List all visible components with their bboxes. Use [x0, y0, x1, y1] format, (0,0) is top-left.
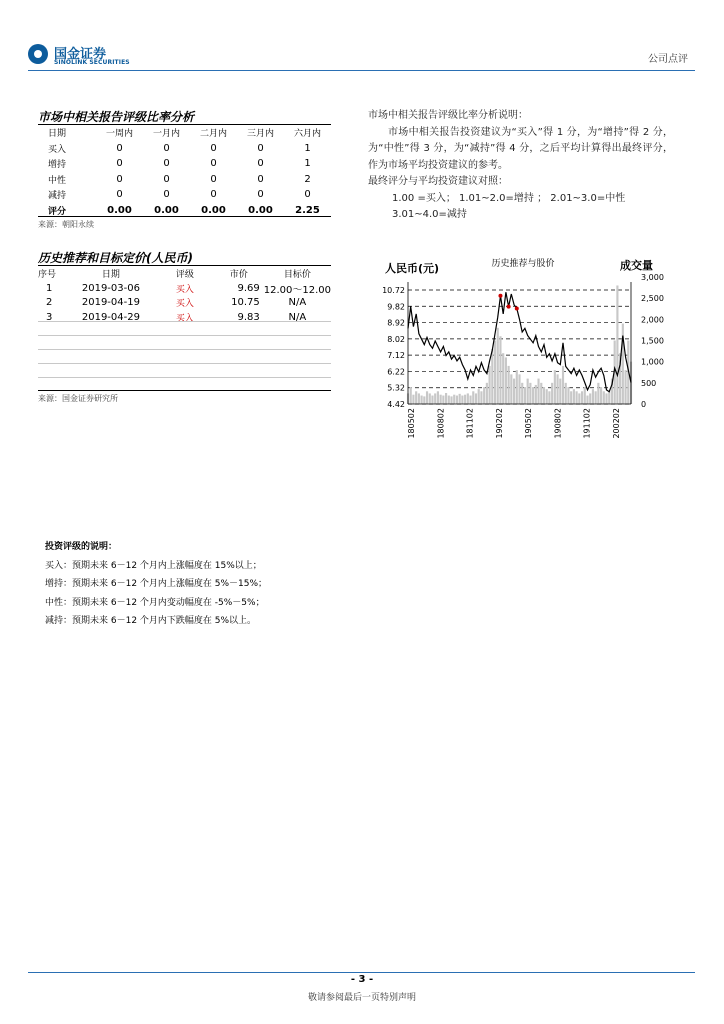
left-tick-label: 7.12 [387, 351, 405, 361]
table-cell: 0 [163, 142, 170, 154]
table-row [38, 281, 331, 296]
volume-bar [478, 389, 480, 404]
volume-bar [592, 389, 594, 404]
left-tick-label: 9.82 [387, 302, 405, 312]
volume-bar [429, 393, 431, 404]
table-row [38, 172, 331, 188]
brand-name-en: SINOLINK SECURITIES [54, 59, 130, 66]
volume-bar [546, 389, 548, 404]
row-label: 买入 [48, 144, 67, 155]
col-header: 六月内 [293, 129, 321, 140]
table-cell: 1 [46, 282, 53, 294]
volume-bar [603, 391, 605, 404]
table-cell: 2019-04-29 [81, 311, 140, 323]
table-row [38, 296, 331, 311]
x-tick-label: 180502 [407, 408, 416, 439]
table-line [38, 363, 331, 364]
volume-bar [513, 379, 515, 404]
volume-bar [431, 396, 433, 404]
table-cell: 0.00 [201, 204, 226, 216]
buy-marker [515, 306, 519, 310]
volume-bar [448, 396, 450, 404]
volume-bar [600, 387, 602, 404]
page-number: - 3 - [350, 974, 374, 985]
volume-bar [532, 387, 534, 404]
volume-bar [434, 393, 436, 404]
history-section-title: 历史推荐和目标定价(人民币) [38, 251, 193, 265]
volume-bar [412, 395, 414, 404]
table-cell: 0 [163, 173, 170, 185]
right-tick-label: 2,500 [641, 294, 664, 304]
buy-marker [498, 294, 502, 298]
chart-title: 历史推荐与股价 [491, 259, 555, 269]
rating-header-row [38, 125, 331, 141]
table-line [38, 349, 331, 350]
row-label: 减持 [48, 191, 67, 202]
table-cell: 2 [304, 173, 311, 185]
volume-bar [516, 370, 518, 404]
rating-note [368, 108, 673, 224]
volume-bar [486, 383, 488, 404]
table-line [38, 321, 331, 322]
mapping-title: 最终评分与平均投资建议对照： [368, 176, 508, 187]
volume-bar [573, 389, 575, 404]
volume-bar [567, 387, 569, 404]
table-cell: 2.25 [295, 204, 320, 216]
volume-bar [497, 328, 499, 404]
footer-divider [28, 972, 695, 973]
left-tick-label: 5.32 [387, 383, 405, 393]
table-cell: 0 [210, 158, 217, 170]
table-cell: 0 [257, 158, 264, 170]
table-cell: 1 [304, 158, 311, 170]
table-cell: 3 [46, 311, 53, 323]
volume-bar [415, 391, 417, 404]
mapping-line: 3.01~4.0=减持 [392, 209, 467, 220]
table-cell: 0 [163, 158, 170, 170]
table-cell: N/A [288, 311, 307, 323]
table-cell: 0 [116, 158, 123, 170]
right-tick-label: 0 [641, 400, 647, 409]
volume-bar [450, 396, 452, 404]
volume-bar [489, 366, 491, 404]
legend-item: 减持：预期未来 6－12 个月内下跌幅度在 5%以上。 [45, 616, 257, 626]
volume-bar [440, 395, 442, 404]
x-tick-label: 190802 [553, 408, 563, 439]
volume-bar [554, 370, 556, 404]
left-tick-label: 8.92 [387, 318, 405, 328]
legend-title: 投资评级的说明： [45, 542, 118, 552]
volume-bar [624, 370, 626, 404]
volume-bar [540, 383, 542, 404]
volume-bar [529, 383, 531, 404]
left-tick-label: 4.42 [387, 400, 405, 409]
volume-bar [605, 393, 607, 404]
header-divider [28, 70, 695, 71]
table-cell: 0 [304, 189, 311, 201]
table-cell: 0 [257, 189, 264, 201]
table-cell: 0 [210, 142, 217, 154]
left-tick-label: 8.02 [387, 334, 405, 344]
table-cell: 0.00 [248, 204, 273, 216]
legend-item: 买入：预期未来 6－12 个月内上涨幅度在 15%以上； [45, 560, 262, 571]
volume-bar [608, 391, 610, 404]
volume-bar [570, 391, 572, 404]
volume-bar [581, 391, 583, 404]
left-tick-label: 10.72 [382, 286, 405, 295]
x-tick-label: 181102 [465, 408, 475, 439]
table-cell: 买入 [175, 284, 194, 295]
table-row [38, 141, 331, 157]
legend-item: 中性：预期未来 6－12 个月内变动幅度在 -5%－5%； [45, 597, 265, 608]
table-line [38, 377, 331, 378]
disclaimer-note: 敬请参阅最后一页特别声明 [307, 993, 416, 1003]
table-cell: 0 [210, 189, 217, 201]
x-tick-label: 190502 [524, 408, 534, 439]
brand-name: 国金证券 [54, 47, 107, 62]
volume-bar [562, 366, 564, 404]
table-cell: 2019-03-06 [81, 282, 140, 294]
table-cell: 0.00 [107, 204, 132, 216]
right-tick-label: 500 [641, 378, 657, 388]
volume-bar [469, 396, 471, 404]
volume-bar [453, 395, 455, 404]
table-cell: N/A [288, 297, 307, 309]
volume-bar [418, 393, 420, 404]
volume-bar [505, 357, 507, 404]
volume-bar [578, 393, 580, 404]
col-header: 一周内 [105, 129, 133, 140]
volume-bar [410, 387, 412, 404]
volume-bar [595, 391, 597, 404]
table-row [38, 156, 331, 172]
table-cell: 0.00 [154, 204, 179, 216]
volume-bar [521, 383, 523, 404]
volume-bar [535, 385, 537, 404]
col-header: 日期 [48, 129, 67, 140]
legend-item: 增持：预期未来 6－12 个月内上涨幅度在 5%－15%； [45, 579, 268, 589]
table-cell: 0 [116, 142, 123, 154]
right-tick-label: 1,500 [641, 336, 664, 346]
volume-bar [480, 391, 482, 404]
volume-bar [597, 383, 599, 404]
table-cell: 12.00～12.00 [263, 284, 331, 296]
volume-bar [491, 349, 493, 404]
table-cell: 0 [116, 189, 123, 201]
volume-bar [518, 374, 520, 404]
rating-bottom-rule [38, 216, 331, 217]
volume-bar [494, 341, 496, 405]
table-cell: 10.75 [231, 297, 260, 309]
volume-bar [456, 396, 458, 404]
rating-note-title: 市场中相关报告评级比率分析说明： [368, 110, 528, 121]
volume-bar [445, 393, 447, 404]
col-header: 二月内 [199, 129, 227, 140]
volume-bar [616, 285, 618, 404]
row-label: 增持 [48, 160, 67, 171]
history-header-row [38, 266, 331, 281]
table-row [38, 310, 331, 325]
col-header: 三月内 [246, 129, 274, 140]
volume-bar [467, 393, 469, 404]
volume-bar [508, 366, 510, 404]
history-source: 来源：国金证券研究所 [38, 394, 118, 403]
table-cell: 2019-04-19 [81, 297, 140, 309]
volume-bar [548, 391, 550, 404]
volume-bar [589, 393, 591, 404]
left-tick-label: 6.22 [387, 367, 405, 377]
table-cell: 0 [116, 173, 123, 185]
col-header: 评级 [175, 269, 194, 280]
volume-bar [586, 396, 588, 404]
volume-bar [559, 379, 561, 404]
table-row [38, 187, 331, 203]
price-chart [368, 252, 668, 452]
volume-bar [461, 396, 463, 404]
mapping-line: 1.00 =买入； 1.01~2.0=增持 ； 2.01~3.0=中性 [392, 192, 626, 204]
rating-source: 来源：朝阳永续 [38, 220, 94, 229]
section-label: 公司点评 [648, 54, 688, 65]
table-cell: 0 [163, 189, 170, 201]
right-tick-label: 1,000 [641, 357, 664, 367]
table-cell: 2 [46, 297, 53, 309]
history-table [38, 266, 331, 325]
x-tick-label: 180802 [436, 408, 446, 439]
volume-bar [527, 379, 529, 404]
table-line [38, 335, 331, 336]
right-axis-label: 成交量 [620, 259, 653, 272]
table-cell: 0 [210, 173, 217, 185]
row-label: 评分 [48, 206, 67, 217]
x-tick-label: 190202 [494, 408, 504, 439]
table-cell: 1 [304, 142, 311, 154]
volume-bar [459, 394, 461, 404]
volume-bar [483, 387, 485, 404]
volume-bar [472, 391, 474, 404]
rating-table [38, 125, 331, 218]
volume-bar [423, 396, 425, 404]
table-cell: 买入 [175, 299, 194, 310]
right-tick-label: 2,000 [641, 315, 664, 325]
table-cell: 买入 [175, 313, 194, 324]
volume-bar [464, 395, 466, 404]
buy-marker [507, 305, 511, 309]
col-header: 序号 [38, 269, 57, 280]
col-header: 目标价 [283, 269, 311, 280]
volume-bar [499, 336, 501, 404]
volume-bar [502, 353, 504, 404]
volume-bar [584, 387, 586, 404]
rating-note-para: 市场中相关报告投资建议为“买入”得 1 分，为“增持”得 2 分，为“中性”得 3 分，为“减持”得 4 分，之后平均计算得出最终评分，作为市场平均投资建议的参考。 [368, 126, 673, 171]
right-tick-label: 3,000 [641, 273, 664, 282]
volume-bar [565, 383, 567, 404]
volume-bar [421, 396, 423, 404]
rating-section-title: 市场中相关报告评级比率分析 [38, 110, 195, 124]
col-header: 日期 [101, 269, 120, 280]
table-cell: 0 [257, 142, 264, 154]
volume-bar [510, 374, 512, 404]
logo-icon [28, 44, 48, 64]
volume-bar [442, 396, 444, 404]
col-header: 市价 [229, 269, 248, 280]
left-axis-label: 人民币(元) [385, 262, 440, 275]
volume-bar [537, 379, 539, 404]
x-tick-label: 191102 [582, 408, 592, 439]
volume-bar [543, 387, 545, 404]
history-bottom-rule [38, 390, 331, 391]
table-cell: 0 [257, 173, 264, 185]
rating-legend [45, 540, 345, 633]
volume-bar [437, 391, 439, 404]
table-cell: 9.83 [237, 311, 260, 323]
col-header: 一月内 [152, 129, 180, 140]
row-label: 中性 [48, 175, 67, 186]
volume-bar [426, 391, 428, 404]
volume-bar [556, 374, 558, 404]
volume-bar [524, 387, 526, 404]
table-cell: 9.69 [237, 282, 260, 294]
brand-logo [28, 42, 138, 70]
volume-bar [576, 391, 578, 404]
volume-bar [551, 383, 553, 404]
x-tick-label: 200202 [612, 408, 621, 439]
volume-bar [475, 393, 477, 404]
